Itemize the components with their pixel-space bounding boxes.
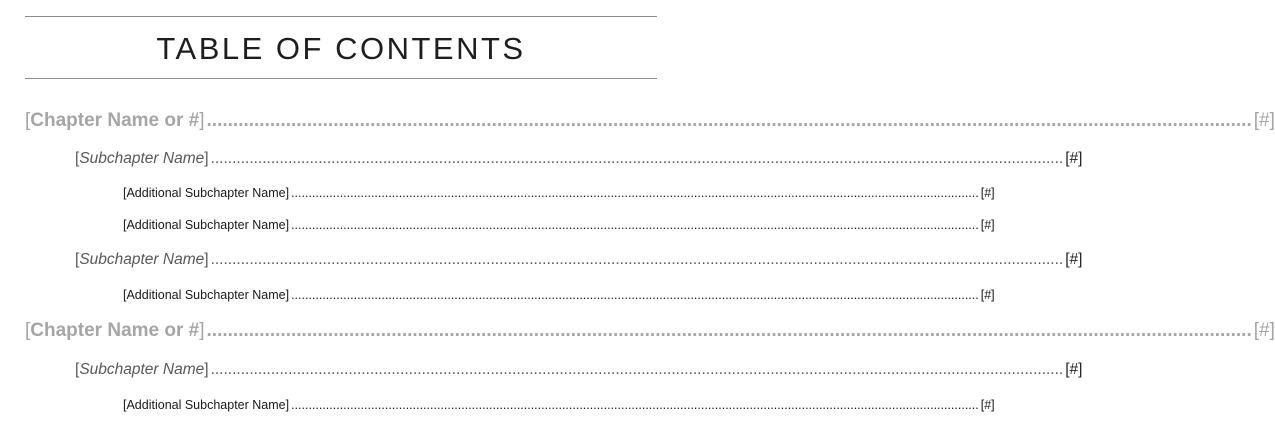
page-number: [#] [980, 218, 995, 232]
page-number: [#] [1065, 251, 1083, 268]
toc-chapter-entry[interactable] [25, 318, 1275, 344]
page-number: [#] [980, 186, 995, 200]
toc-subchapter-entry[interactable] [75, 249, 1083, 271]
toc-chapter-entry[interactable] [25, 108, 1275, 134]
toc-additional-subchapter-entry[interactable] [123, 396, 995, 414]
page-number: [#] [1065, 361, 1083, 378]
page-number: [#] [1253, 110, 1275, 131]
toc-subchapter-entry[interactable] [75, 148, 1083, 170]
toc-additional-subchapter-entry[interactable] [123, 184, 995, 202]
entry-label: [Additional Subchapter Name] [123, 398, 290, 412]
dot-leader: ...................................................................................................................................................................................................... [206, 320, 1252, 341]
dot-leader: ...................................................................................................................................................................................................... [206, 110, 1252, 131]
entry-label: [Additional Subchapter Name] [123, 218, 290, 232]
entry-label: [Subchapter Name] [75, 361, 209, 378]
page-title: TABLE OF CONTENTS [156, 31, 526, 66]
dot-leader: ...................................................................................................................................................................................................... [291, 288, 979, 302]
dot-leader: ...................................................................................................................................................................................................... [291, 186, 979, 200]
toc-subchapter-entry[interactable] [75, 359, 1083, 381]
dot-leader: ...................................................................................................................................................................................................... [210, 361, 1064, 378]
entry-label: [Additional Subchapter Name] [123, 186, 290, 200]
toc-additional-subchapter-entry[interactable] [123, 286, 995, 304]
page-number: [#] [980, 288, 995, 302]
entry-label: [Chapter Name or #] [25, 320, 205, 341]
dot-leader: ...................................................................................................................................................................................................... [210, 150, 1064, 167]
entry-label: [Subchapter Name] [75, 150, 209, 167]
dot-leader: ...................................................................................................................................................................................................... [291, 218, 979, 232]
entry-label: [Additional Subchapter Name] [123, 288, 290, 302]
entry-label: [Subchapter Name] [75, 251, 209, 268]
page-number: [#] [1065, 150, 1083, 167]
entry-label: [Chapter Name or #] [25, 110, 205, 131]
page-number: [#] [980, 398, 995, 412]
dot-leader: ...................................................................................................................................................................................................... [291, 398, 979, 412]
toc-additional-subchapter-entry[interactable] [123, 216, 995, 234]
dot-leader: ...................................................................................................................................................................................................... [210, 251, 1064, 268]
page-number: [#] [1253, 320, 1275, 341]
